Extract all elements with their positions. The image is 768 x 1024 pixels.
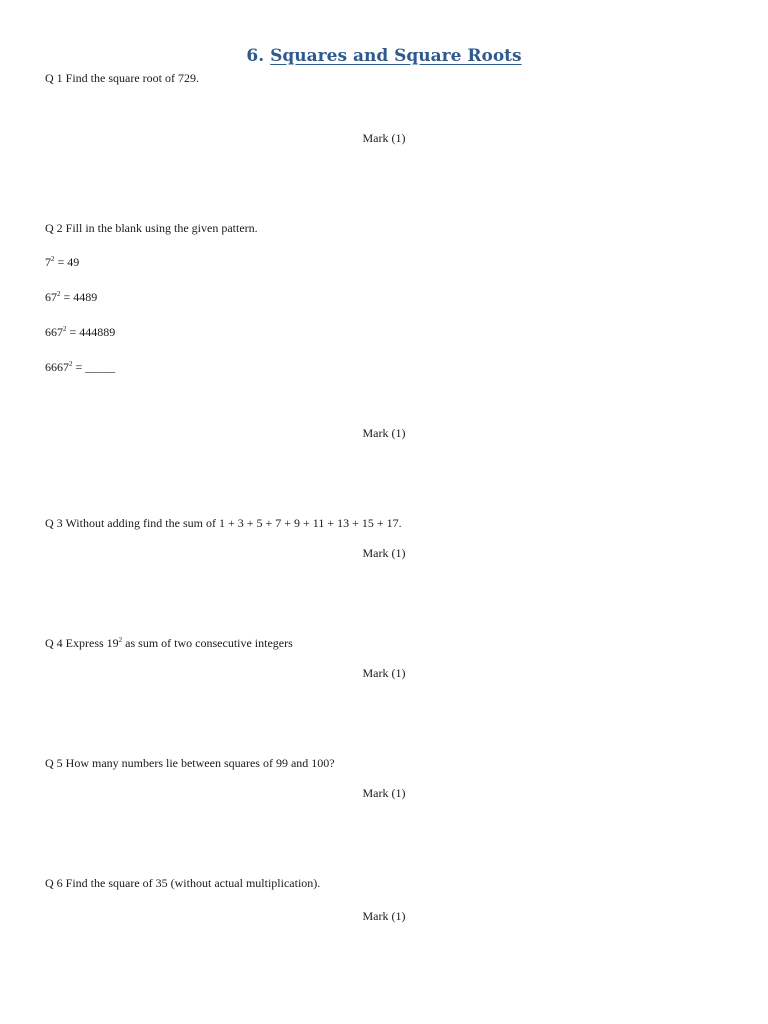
question-4-mark: Mark (1) <box>362 666 406 680</box>
pattern-line-4: $6667^2$ = _____ <box>45 360 116 374</box>
question-3: Q 3 Without adding find the sum of 1 + 3 + 5 + 7 + 9 + 11 + 13 + 15 + 17. <box>45 516 402 530</box>
question-6-mark: Mark (1) <box>362 909 406 923</box>
pattern-line-2: $67^2 = 4489$ <box>45 290 98 304</box>
pattern-line-3: $667^2 = 444889$ <box>45 325 116 339</box>
question-3-mark: Mark (1) <box>362 546 406 560</box>
page-title <box>0 46 768 66</box>
question-1: Q 1 Find the square root of 729. <box>45 71 199 85</box>
question-4: Q 4 Express $19^2$ as sum of two consecutive integers <box>45 636 293 650</box>
question-6: Q 6 Find the square of 35 (without actual multiplication). <box>45 876 321 890</box>
title-number: 6. <box>246 46 265 66</box>
question-5-mark: Mark (1) <box>362 786 406 800</box>
title-text: Squares and Square Roots <box>270 46 522 66</box>
pattern-line-1: $7^2 = 49$ <box>45 255 80 269</box>
question-5: Q 5 How many numbers lie between squares of 99 and 100? <box>45 756 335 770</box>
question-2-mark: Mark (1) <box>362 426 406 440</box>
question-1-mark: Mark (1) <box>362 131 406 145</box>
question-2: Q 2 Fill in the blank using the given pattern. <box>45 221 258 235</box>
